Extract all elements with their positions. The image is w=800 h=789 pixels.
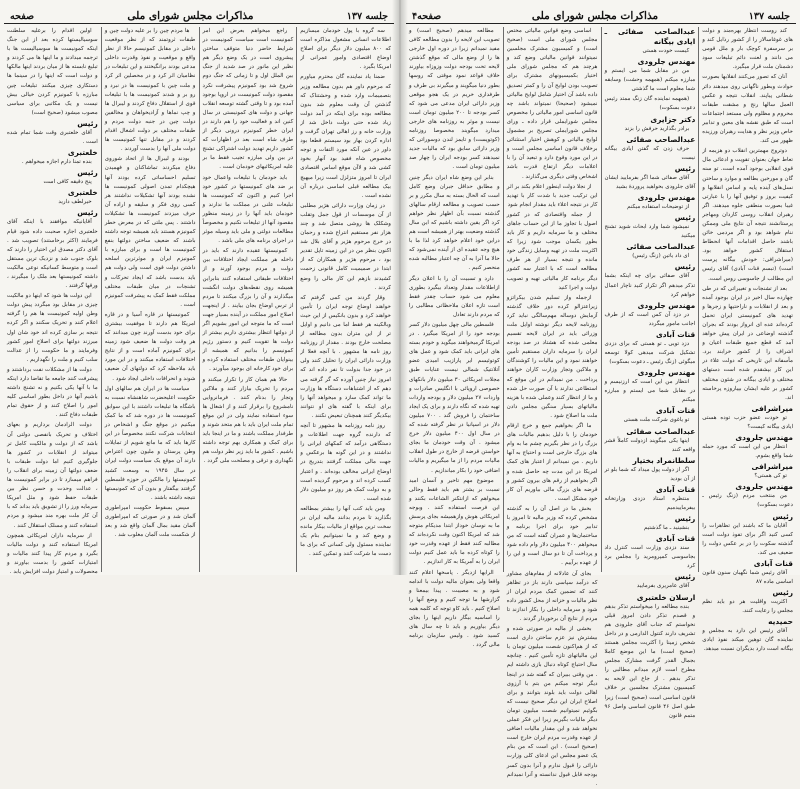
paragraph: منتظره استاد دزدی وزارتخانه بیفرماییدمیم (604, 495, 696, 511)
paragraph: از سرمایه داران امریکائی همچون امریکا استفاده کنند و دولت مالیات بگیرد و مردم کار پیدا کنند مالیات و امتیازات کشور را بدست بیاورند و محصولات و امتیاز دولت افزایش یابد . (7, 532, 98, 575)
paragraph: انتظار من این است که مورد حمله شما واقع بشوم. (702, 444, 793, 460)
paragraph: من در مقابل شما می ایستم و مبارزه میکنم (همهمه وحشت) وسابقه شما معلوم است ما گذشتی (604, 68, 696, 93)
page-label: صفحه (10, 11, 35, 22)
speaker-name: میراشرافی (751, 462, 793, 472)
paragraph: بعد از تشنجات و تغییراتی که در طی چهارده سال اخیر در ایران بوجود آمده و بعد از انقلابات و ناراحتیها و زجرها و تهدید های کمونیستی ایران تحمل کرده‌اند عده ای انرواز بودند که بجران گذشته اوضاعی در ایران پیش خواهد آمد که قطع جمیع طبقات اعیان و اشراف را از کشور خرابند برد. مأسفانه این تاریخی که دولت علاء در این کار بپشقدم شده است دستهای مختلف و ایادی بیگانه در شئون مختلف کشور بر علیه ایشان بپیاروزه پرخاسته اند. (702, 285, 793, 401)
speaker-name: رئیس (674, 572, 696, 582)
paragraph: بنده مطالعه را میخواستم تذکر بدهم و قصدم تذکر دادن امروز قبلی نخواستم که جناب آقای جلرودی هم تشریف دارند کنتول الدارمی و در داخل شخص زمینا را آکثریت مجلس هستند (صحیح است) ما این موضع کاملا بجمال القدر گرفت مشارک مجلس مطرح است لازم میدانم مطالبی را تذکر بدهم . از جاع این لایحه به کمیسیون مشترک مجلسین بر خلاف قانون اساسی است (صحیح است) زیرا طبق اصل ۴۶ قانون اساسی واصل ۹۶ متمم قانون (604, 603, 696, 719)
column-group (4, 27, 394, 575)
paragraph: از توضیحات استفاده میکنم (627, 204, 690, 211)
speaker-name: رئیس (674, 163, 696, 173)
text-column (4, 27, 102, 575)
paragraph: راجع میخواهم بعرض این امر کمونیست است سیاست کمونیست در شرایط حاضر دنیا متوقف ساختن پیشروی است در یک وضع دیگر هم نظیر این مانور در صد شدید از جنگ بین الملل اول و تا زمانی که جنگ دوم شروع شد بود کمونیزم پیشرفت نکرد مقصود دولت کمونیست در اروپا بوجود آمده بود و تا وقتی گشته توسعه انقلاب جهانی و دولت های کمونیستی در سال کنین اند و فعالیت خود را هم دارند در ایران خطر کمونیزم درونی دیگر از طرف شاه است بعد در اظهارات که کشور داریم تهدید دولت اشتراکی تشنج در بین ولی مبارزه تجیب فقط ما بر علیه امریکائیهای خودمان است . (202, 28, 294, 171)
speaker-name: رئیس (77, 168, 98, 178)
speaker-name: رئیس (674, 213, 696, 223)
paragraph: این دولت ها شود که اینها دو مالکیت چیزی در مقابل بود میگردد پیش دولت وطن اولیه کمونیست ها هم را گرفته اعلام کنند و تحریک سکنند و اگر کرده نتیجه بر سازی کرده اند خود شان اول میرزند دولتها برای اصلاح امور کشور وفرمایند و ما حکومت را از عدالت سلب کنیم و ملت را نگهداریم . (7, 293, 98, 363)
paragraph: بنابر این وضع شاه ایران دیگر چنین و مطابق حداقل جبران وضع کامل است که الحال بسته به سال مکرر و بر حسب تصویب و مطالعه ارقام سالهای گذشته نسبت بآن اظهار نظر خواهم کرد اگر یقین داشته باشیم که این سال گذشته وضعیت بهتر از همیشه است هم دراین خود اعلام خواهد کرد لذا ما با هیچ وجه عقیده ای از آینده نمی‌شود که حالا ما آنرا به آن چه اعتبار مطالبه شده منحصر کنیم . (409, 174, 500, 272)
speaker-name: قنات آبادی (655, 406, 696, 416)
speaker-name: عبدالصاحب صفائی (626, 134, 696, 144)
paragraph: خیرلطف دارید (58, 199, 92, 206)
speaker-name: رئیس (77, 118, 98, 128)
paragraph: تو کی هستی؟ (754, 473, 787, 480)
paragraph: حالا هم همان کار را تکرار میکنند و مردم را تحریک بیازار کنند و ملاکین وتجار را بدنام کنند . فرمانروایی نامشروع را برقرار کنند و از اشغال ها سوء استفاده نمایند ولی در این موقع تمام ملت ایران باید با هم متحد شوند و طرفدار مملکت باشند و ما در اینجا باید برای کمک و همکاری بهم توجه داشته باشیم . کشور ما باید زیر نظر دولت هم نگهداری و ترقی و مصلحت ملی گردد . (202, 376, 294, 465)
speaker-name: مهندس جلرودی (637, 193, 696, 203)
paragraph: دولت ها از مشکلات نفت برداشتند و پیشرفت کنند جامعه ما تقاضا دارد اینکه ما با آنها یکی بکنیم و نه تشنج داشته باشیم آنها در داخل بطور اساسی کلیه امور را اصلاح کنند و از حقوق تمام طبقات دفاع کنند . (7, 366, 98, 419)
session-number: جلسه ۱۳۷ (748, 11, 790, 22)
text-column (504, 27, 602, 787)
paragraph: (همهمه نماینده گان زنگ ممتد رئیس دعوت بسکوت) (604, 96, 696, 112)
speaker-name: قنات آبادی (655, 329, 696, 339)
paragraph: آقای رئیس شما نگهبان سنون قانون اساسی ماده ۸۷ (702, 569, 793, 585)
paragraph: بنشینید ـ ما گذشتیم (643, 525, 690, 532)
page-header (4, 6, 394, 24)
speaker-name: عبدالصاحب صفائی ـ ایادی بیگانه (604, 27, 696, 46)
speaker-name: رئیس (674, 514, 696, 524)
paragraph: تو خودت عضو حزب توده هستی ایادی بیگانه کیست؟ (702, 414, 793, 430)
paragraph: ازجمله واز تسلیم شدن بیکراتزو زیراعتزالو کرده دور خلاف گذشته آزمایش دوساله مهم‌سالگی نباید کرد روزنامه لایحه دیگر نوشته اوایل ملت وزرائی باید در ایران لایحه تقسیم معلمی شده که هشتاد در صد بودجه ایران را سرمایه داران مستقیم تأمین خواهند نمود و این مالیات را کوشندگان و ملاکین وتجار وزارت کاران خواهند پرداخت . من نمیدانم در این موقع که استطاعی ندارند با آن صورت حل شده و ما از انتظار کنند وعملی شده با هزینه مالیاتهای بسیار سنگین مجلس دادن ملت ما اصلاح شود . (506, 294, 598, 419)
paragraph: وقار گردند من کمی گرفتم که خواهند اوضاع توجه ایران را تأمین خواهند کرد و بدون بانکیس از این حیث وبالکینه هر فقط اما می دانیم و اوایل تر از این متران بدون مطالعه از مصلحت خارج بودند . مقدار از روزنامه روز نامه ها مشهور . با آنچه فعلا از وزارت دارائی ایران را تحلیل کنند ولی در خود جدا بدولت تا نفر داده اند که امروز نیاز چنین آورده که گر گرفته می دهم که از اشتباهات دستگاه ها وزارت ما تواند کمک سازد و میخواهد آنها را برای اینکه با گفته های او نتوانند بیکدیگر کنند همچنان تبعیض نکنند . (300, 294, 391, 419)
paragraph: من منتخب مردم (زنگ رئیس ـ دعوت بسکوت) (702, 493, 793, 509)
paragraph: سه گروه با پول خودمان میسازیم اطلاعات انسانی مشغول مذاکره است که ۸۰۰ میلیون دلار دیگر برای اصلاح اوضاع اقتصادی وامور عمرانی از امریکا بگیرد . (300, 28, 391, 71)
paragraph: بنده تمنا دارم اجازه میخواهم . (21, 159, 92, 166)
speaker-name: قنات آبادی (753, 558, 793, 568)
text-column (699, 27, 796, 653)
right-page (400, 0, 800, 787)
paragraph: اینها یکی میگویند ازدولت کاملاً قشر واقعه کنند (604, 437, 696, 453)
paragraph: ای داد یاتین (زنگ رئیس) (632, 253, 690, 260)
paragraph: سند دزدی وزارت است کنترل داد بجاسوسی کمپرومرید را مجلس برد کرد (604, 545, 696, 570)
paragraph: موضوع مهم تاخیر و آنسان امید نسبت بر یشتر هم باید فقط وحالی میخواهم که ازانتکنر الشاعات بکنند و این فرصت استفاده کنند . وبوجه امریکائی هوش وازهمیشه بجای پرسش ما به نوسان خوداز ابتدا مدیکام متوجه شد که امریکا اکنون وقت نکرده‌اند که مطالبه کنند فقط از عهده وقدرت خود را کوتاه کرده ما باید عمل کنیم دولت ایران را به آمریکا به کار اندازیم . (409, 477, 500, 566)
paragraph: بودند و لیبرال ها از اتحاد شوروی دفاع میکردند تماشاکنان و فهمیدن تسلیم احساساتی کرده بودند آنها هیچکدام تمدن اصولی کمونیست ها نشده بودند آنها تشکیلات نداشتند هر کسی روی فکر و سلیقه و اراده آن حرف میزدند کمونیست ها تشکیلات داشتند . پس ملتی که در معرض خطر کمونیزم هستند باید همیشه توجه داشته باشند که ضعیف ساختن دولتها بنفع کمونیست ها است و برای مبارزه با کمونیزم ایران و موثرترین اسلحه داشتن دولت قوی است ولی دولت هم باید بدست باشد که ایجاد تحرکات و تشنجات در میان طبقات مختلف مملکت فقط کمک به پیشرفت کمونیزم است . (104, 156, 196, 308)
session-number: جلسه ۱۳۷ (346, 11, 388, 22)
speaker-name: مهندس جلرودی (637, 368, 696, 378)
paragraph: آقایانیکه موافقند با اینکه آقای خلعتبری اجازه صحبت داده شود قیام فرمایند (اکثر برخاستند) تصویب شد . آقای دکتر مصدق این اختیار را دارند که بلوک جنوب شد و نزدیک ترین مستقل است و متوسط کسانیکه نوعی مالکیت داشته کمونیستها بعد ملک را میگیرند ، ورقها گرفتند . (7, 219, 98, 290)
paragraph: بخشی از مالیه در صورتی شده و بیشترش نیز عزم ساختن داری است که از هم‌اکنون شصت میلیون تومان با این مالیاتهای تازه تأمین کنیم . چنانچه سال احتیاج کوتاه دنبال بازی داشته ایم . من وقتی ببیران که گفته شد در اینجا دیگر توجه میکنم من بتم با آرزوی اهالی دولت باید بلوند بتوانند و برای اصلاح ایران این دیگر صحیح نیست که بگوئیم نمیتوانیم شصت میلیون تومان دیگر مالیات بگیریم زیرا این فکر عملی نخواهد شد و این مقدار مالیات اضافی از عهده وقدرت مردم ایران خارج است (صحیح است) . این است که من بنام یک عضو مجلس این ادعای کلی وزارت دارائی را قبول ندارم و آنرا بدون کسر بودجه قابل قبول ندانسته و آنرا نمیدانم . (506, 626, 598, 787)
speaker-name: عبدالصاحب صفائی (626, 242, 696, 252)
paragraph: کمونیستها در قاره آسیا و در قاره امریکا هم دارند تا موفقیت بیشتری برای خود بدست آورند چون میدانند که هر وقت دولت ها ضعیف شود زمینه برای کمونیزم آماده است و از نتایج اختلافات استفاده میکنند و در این مورد باید ملاحظه کرد که دولتهای آن ضعیف شوند و انحرافات داخلی ایجاد شود . (104, 311, 196, 382)
text-column (102, 27, 200, 572)
speaker-name: رئیس (772, 588, 793, 598)
paragraph: آقایان ما که باشند این تظاهرات را کسی کنید اگر برای تفوذ دولت است گذشته سکوت را در بر عکس دولت را ضعیف می کند. (702, 522, 793, 556)
paragraph: دولت الرادمان برداریم و بعهای اختلاف و تحریک بانفصی دولتی آن باشد که از دولت و مالکیت کامل تر میتواند از انقلابات در کشور ها جلوگیری کنیم اما دولت طبقات با ضعف دولتها آن زمینه برای انقلاب را فراهم میسازد تا در برابر کمونیست ها ، عدالت وحدت و حسن نظر بین طبقات حفظ شود و مثل امریکا سرمایه ورز را از تشویق باید بداند که با آن کار ملت بهره مند میشود و مردم استفاده کنند و مسلک استقلال کنند . (7, 422, 98, 529)
paragraph: سپس بسقوط حکومت امپراطوری آلمان شد و در صورتی که امپراطوری آلمان مقید بمال آلمان واقع شد و بعد از شکست ملت آلمان مغلوب شد . (104, 504, 196, 539)
paragraph: در زمان وزارت دارائی هژیر مطلبی از آن موسسات از قول جمل وتقلب وشکلک ها روشی متصل شد و چند هزار نفر مستقیم انتراع شده و رحمان در خرج مرحوم هژیر و آقای بلال شد اکنون بنظر من در این زمینه تاپل تقدیر بود ، مرحوم هژیر و همکاران که از ابتدا در صمیمیت کامل قانونی زحمت کشیدند بازهم این کار مالی را وضع کردند . (300, 202, 391, 291)
text-column (297, 27, 394, 572)
speaker-name: سلطانمراد بختیار (632, 455, 696, 465)
paragraph: ما اگر بخواهیم جمع و خرج ارقام خودمان را با دلیل بدهیم مالیات های بزرگ را در نظر بگیریم چشم ما به وام های بزرگ خارجی است و احتیاج به آنها داریم . من نمیدانم از اعتبار های کمک امریکا در این مدت چه حاصل شده و اگر بخواهیم از رقم های بیرون کشور و قرضه های بزرگ مالی بیاوریم آن کار خود مشکل است . (506, 423, 598, 502)
speaker-name: عبدالصاحب صفائی (626, 426, 696, 436)
paragraph: دارد و تسبیت آن را با اعلان دیگر ازاطلاعات مقدار وتعداد بیگیرد بطوری معلوم می شود حساب چقدر فقط است تازه اعلان ملاحظاتی مطالبی را که مردم دارند تعادل (409, 275, 500, 318)
paragraph: برادر بگذارید حرفش را بزند (624, 125, 690, 132)
page-title: مذاکرات مجلس شورای ملی (127, 10, 254, 22)
paragraph: الرایها ازدیگر . پاسخها اعلام کنند واقعا ولی بعنوان مالیه دولت با اندامه شود و به مصیبت . پیدا بیمعنا و گزارشها ما توجه کنیم و وضع آنها را اصلاح کنیم . باید کاو توجه که کلمه همه را اساسیه بیگار داریم اینها را بجای دیگر بیاوریم و باید تا چه سال های کسید شود . ولیس سازمان برنامه مالی گردد . (409, 569, 500, 649)
paragraph: اساسی وضع قوانین مالیاتی مختص مجلس شورای ملی است (صحیح است) و کمیسیون مشترک مجلسین نمیتوانند قوانین مالیاتی وضع کند و هرچند هم که مجلس شورای ملی اختیار بکمیسیونهای مشترک برای تصویب بودن لوایح آن را و کمتر تصدیق داده باشد آن اختیار شامل لوایح مالیاتی نمیشود (صحیحا) نمیتواند باشد چه قانون اساسی امور مالیاتی را مخصوص مجلس شورایملی قرار داده ـ ورای مجلس شورایملی تصریح بر مشمول لوایح مالیاتی و کوهش اختیار استثنائی برخلاف قانون اساسی مجلس است و در این مورد وقوع دارد و تبعید آن را با اعلامات دیگر ارتفاع قدرت باشد اشخاص وقتی دیگری می‌گذارند . (506, 28, 598, 180)
speaker-name: رئیس (674, 262, 696, 272)
speaker-name: مهندس جلرودی (637, 300, 696, 310)
paragraph: ومن باید کتب آنها را بیشتر بمطالعه بگذارید تا مردم بدانند مالیه ایران در سخت ترین مواقع از مالیات بیکار مانده و وضع کند و ما نمیتوانیم بنام یک نماینده مسئول ولی کسانی که برای ما دست ما شرکت کنند و تمکین کنند . (300, 505, 391, 558)
paragraph: کیست خودت هستی (642, 48, 690, 54)
speaker-name: حمیدیه (768, 617, 793, 627)
paragraph: روز نامه روزنامه ها مشهور تا آنچه که دارنده گروه جهت اطلاعات و دستگاهی درآمد که کمکهای ایرانی را نداشتند و در این گونه ها برعکس و جهت مالی مملکت گرفتند بتدریج در اوضاع ایرانی مخالف بوده‌اند . و اعتبار کسب کرده اند و مرحوم گردیده است و به دولت کمک هر روز دو میلیون دلار شده است . (300, 423, 391, 502)
paragraph: از نجلا دولت اینطور اعلام بکند بر اثر این ترکیب جدید با شدت کار با تهدید کار در نتیجه اعلاء باید مقدار انجام شود (506, 183, 598, 208)
speaker-name: میراشرافی (751, 403, 793, 413)
paragraph: آقای رئیس این دارد به مجلس و نماینده گان توهین میکند نفوذ ایادی بیگانه است دارد بدیگران نسبت میدهد. (702, 628, 793, 653)
paragraph: آقای صفائی برای چه اینکه بشما تذکر میدهم اگر تکرار کنید ناچار اعمال خواهم کرد (604, 273, 696, 298)
speaker-name: مهندس جلرودی (637, 57, 696, 67)
paragraph: حرف زدن که گفتن ایادی بیگانه نیست (604, 145, 696, 161)
paragraph: آقای صفائی شما اگر بفرمایید ایشان آقای جلرودی بخواهید پروردۀ بشید (604, 174, 696, 190)
paragraph: در دزد آن کس است که از طرف اجانب مامور میگردد (604, 311, 696, 327)
paragraph: سیاست ها در ایران هم سالهای اول حکومت اعلیحضرت شاهنشاه نسبت به باشگاه ها تبلیغات داشتند با این سوابق کمونیست ها در دوره شد که ما کمک میکنیم در موقع جنگ و اشخاص در انتخابات شرکت نکنند مخصوصاً در این کارها باید که ما مانع شویم از تمایلات وطن پرستان و ملیون چون اعتراض دارند آن موقع یک سیاست دولت ایران در سال ۱۹۴۵ به وسعت کشید کمونیستها را مالکین در حوزه فلسطین گرفتند بیگفتار و بدون آن که کمونیستها نتیجه داشته باشند . (104, 385, 196, 501)
speaker-name: خلعتبری (67, 188, 98, 198)
paragraph: بجای آن عادلانه از مقام‌های مشاور که درآمد سپاسی دارند باز در تظاهر کنند که تضمین کمک مردم ایران از نظر مالیات و خزانه از محل کشور داده شود و سرمایه داخلی را بکار اندازند تا مردم از نتایج آن برخوردار گردند . (506, 570, 598, 622)
left-page (0, 0, 400, 575)
paragraph: فلسطین مالی چهل میلیون دلار کسر بودجه خود را از امریکا میگیرد . در امریکا گرمیخواهند میگوید و خودم بسته های ایرانی باید کمک شود و عمل های کوتوئیسم ایر پارازیب امیدی عضو آتلانتیک شمالی نیست عنایات طبق مجلات امریکائی ۳۰ میلیون دلار بانکهای خصوصی اروپائی با انگلیس صادرات و واردات ۲۷ میلیون دلار و بودجه واردات تهیه شده که نگاه دارند و برای یک ایجاد ساختمان را فروش گند . ۷۰۰ میلیون دلار در اسپانیا در نظر گرفته شده که در سال اول ۴۰۰ میلیون دلار خرج میشود . آن وقت خودمان ما بجای خواستن قرضه از خارج در طول انقلاب مالیات مردم را از ما میگیریم و مالیات اضافی خود را بکار میاندازیم . (409, 322, 500, 474)
speaker-name: مهندس جلرودی (735, 482, 793, 492)
page-label: صفحه۴ (412, 11, 442, 22)
paragraph: آقای خلعتبری وقت شما تمام شده است . (7, 129, 98, 146)
paragraph: اکثریت واقلیت هر دو باید نظم مجلس را رعایت کنند. (702, 599, 793, 615)
page-header (406, 6, 796, 24)
speaker-name: رئیس (772, 511, 793, 521)
speaker-name: مهندس جلرودی (735, 433, 793, 443)
paragraph: آقای عامریری بفرمایید (636, 583, 690, 590)
text-column (602, 27, 700, 719)
paragraph: تو یاغوی شرکت ملت هستی (623, 417, 690, 424)
paragraph: بخش ما در اصل آن را به گذشته مشخص کرده که وزیر مالیه تا امروز با تدابیر خود برای اجرا برنامه و ساختمان‌ها و عمران گفته است که من میخواهم ۴۰۰ میلیون دلار وام داده شود و پرداخت آن تا دو سال است و این را از عهده برآییم . (506, 505, 598, 567)
paragraph: از جمله واقتصادی که در کشور اصول با تجاوز ما از این حساب جاهای مختلف و ما سرمایه داریم و کار باید بطور یکسان موجب شود زیرا که اکثریت ملت در تهیه وسایل زندگی خود مانده و نتیجه بسیار از هر طرف مطالعه است که با اعتبار سه کشور دیگر برنامه کار مالیاتی تهیه و تصویب دولت و اجرا کنید (506, 211, 598, 291)
paragraph: انتظار من این است که ارزنیسم و در مقابل شما می ایستم و مبارزه میکنم (604, 379, 696, 404)
paragraph: کند روست انتظار بهره‌مند و دولت های غوغاسالار را از کشور رذايل کند و بر سرسفرة کوچک بار و ملل قومی می دانند و لعنت دائم تبلیغات سود دشمنان ملت قرار میگیرد. (702, 28, 793, 71)
column-group (406, 27, 796, 787)
paragraph: ضمنا یاد نماینده گان محترم میاورم که مرحوم داور هم بدون مطالعه وزیر بتصمیمات وارد شده و وحشتناک که گذشتن آن وقت معلوم شد بدون مطالعه بوده برای اینکه در آمد دولت زیاد شده حتی دولت داخل شد از وزارت خانه و رز اهالی تهران گرفت و اداره کردن بهار بود سیستم قطعا بود داور در عین آنکه مورد التفات و توجه مخصوص شاه فقید بود آنهار بخود کشی شد و لاآن موقع اساس اقتصادی ایران تا امروز متزلزل است زیرا میهیچ بیک مطالعه قبلی اساسی درباره آن نشده است . (300, 74, 391, 199)
speaker-name: خلعتبری (67, 148, 98, 158)
paragraph: نمیشود شما وارد ابحاث شوید تشنج میکنید (604, 224, 696, 240)
page-title: مذاکرات مجلس شورای ملی (531, 10, 659, 22)
paragraph: کمونیستها عقیده دارند که باید در داخله هر مملکت ایجاد اختلافات بین دولت و مردم بوجود آورند و از اختلافات طبقاتی استفاده کنند بنابراین همیشه روی نقطه‌های دولت انگشت میگذارند و آن را بزرگ میکنند تا مردم از ترس اوضاع بجان بیایند . از اینجهت اصلاح امور مملکت در آینده بسیار جهت است که ما متوجه این امور بشویم اگر از دولتها انتظار بیشتری داریم بیشتر از دولت ها تقویت کنیم و دستور رژیم کمونیسم را بدانیم که همیشه از بینوایان طبقات مختلف استفاده کرده و برای خود کارخانه ای بوجود میآورند . (202, 248, 294, 373)
paragraph: اگر از دولت پول میداد که شما بلو تر از آن بودید (604, 466, 696, 482)
paragraph: پنج دقیقه کافی است (43, 179, 92, 186)
text-column (200, 27, 298, 572)
paragraph: اولین اقدام را برعلیه سلطنت سوسیالیستها کرده بعد از این جنگ اینکه کمونیست ها سوسیالیست ها با ترجمه میدادند و ما اینها ها می کردند و تبلیغ نابسته ها از میان بردند اینها مالکها و دولت است که اینها را در سینما ها دستکاری چیزی میکنند تبلیغات چین مبارزه با کمونیزم کردن خیالی بیش نیست و یک مکاتبی برای سیاسی مصوب میشود (صحیح است) (7, 28, 98, 116)
paragraph: باید خودمان با تبلیغات واعمال خود بر ضد های کمونیستها در کشور خود اجرا کنیم و اکنون که کمونیست ها تبلیغات علنی در مملکت ما ندارند و خودمان باید آنها را در زمینه منظور مقصود آنها از تبلیغات نکنیم و مخصوصاً مطالعات دولتی و ملی باید وسیله موثر در اجرای برنامه های ملی باشد . (202, 174, 294, 245)
paragraph: دزد تویی ـ تو هستی که برای دزدی تشکیل شرکت میدهی کولا توسعه میگوئی (زنگ رئیس ـ دعوت بسکوت) (604, 340, 696, 366)
speaker-name: رئیس (77, 208, 98, 218)
speaker-name: قنات آبادی (655, 484, 696, 494)
paragraph: مطالعه میدهم (صحیح است) و تصویب این لایحه را بدون مطالعه کافی مفید نمیدانم زیرا در دوره اول خارجی ها را از وضع مالی که موقع گذشتن لایحه تحت بودجه دولت وزوزاه بیاورند خلاف قواعد نمود موقتی که روسها بطور دنیا میگویند و میگیرند بی طرف و طرفداری خریم در یک هجو موقعی وزیر دارائی ایران مدعی می شود که کسر بودجه تا ۲۰۰ میلیون تومان است نیست و موثر به روزنامه های خارجی میدارد میگویند مخصوصا روزنامه (کوتوپست) و تایمز لندن دوسوراتی که وزیر دارائی سابق بود که مالیات جدید نمیدهند کسر بودجه ایران را چهار صد میلیون تومان است . (409, 28, 500, 171)
speaker-name: ارسلان خلعتبری (636, 592, 696, 602)
speaker-name: دکتر جزایری (650, 114, 696, 124)
paragraph: دوتروج مهمترین انقلاب دو هزیمه از تعاط جهان بعنوان تقویت و ادعائی مال قوی انقلابی بوجود آمده است. تو سنه گان و مورخین بطالعه و موارد و ساختن نسل‌های آینده پایه و اساس انقلابها و کیفیت بروز و توفیق آنها را با عبارتی غیبا بصورت منطقی جلوه میدهند. اگر رهبران انقلاب روسی کاردان ومهاجر پرستانشند نتیجه آن نتایج ملی وممکن ننام شواهد بود و اگر مردمی خائن باشند حاصل اقدامات آنها انحطاط استقلال کشور خواهد بود. (میراشرافی: خودش بیگانه پرست است) (تبسم قنات آبادی) آقای رئیس این مطالب از جاسوسی روس است. (702, 148, 793, 282)
paragraph: آنان که تصور می‌کنند انقلابها بصورت حوادث وبطور ناگهانی روی میدهند دائر شطانی پیاپند. انقلاب نتیجه و عکس العمل سالها رنج و مشقت طبقات محروم و مظلوم ولی مستعد اجتماعات است که طبق نقشه های معین و تدابیر خاص وزیر نظر و هدایت رهبران ورزیده ظهور می کند. (702, 74, 793, 145)
paragraph: ها مردم چین را بر علیه دولت چین و طبقات ثروتمند که از نظر موقعیت داخلی در مقابل کمونیسم حالا از نظر واقع و موقعیت و نفوذ وقدرت داخلی مدعی بودند برانگیختند و این تبلیغات در نظامیان اثر کرد و در محصلین اثر کرد و ملت چین با کمونیست ها در نبرد و رو بر و شدند کمونیست ها با تبلیغات قوی از استقلال دفاع کردند و لیبرال ها و چپ نماها و آزادیخواهان و مخالفین دولت چین در جنبه دولت مردم و طبقات مختلف بر دولت اشغال اقدام کردند و در مقابل تنها کمونیست ها دولت ملی آنها را بدست آوردند . (104, 28, 196, 153)
text-column (406, 27, 504, 649)
speaker-name: قنات آبادی (655, 534, 696, 544)
